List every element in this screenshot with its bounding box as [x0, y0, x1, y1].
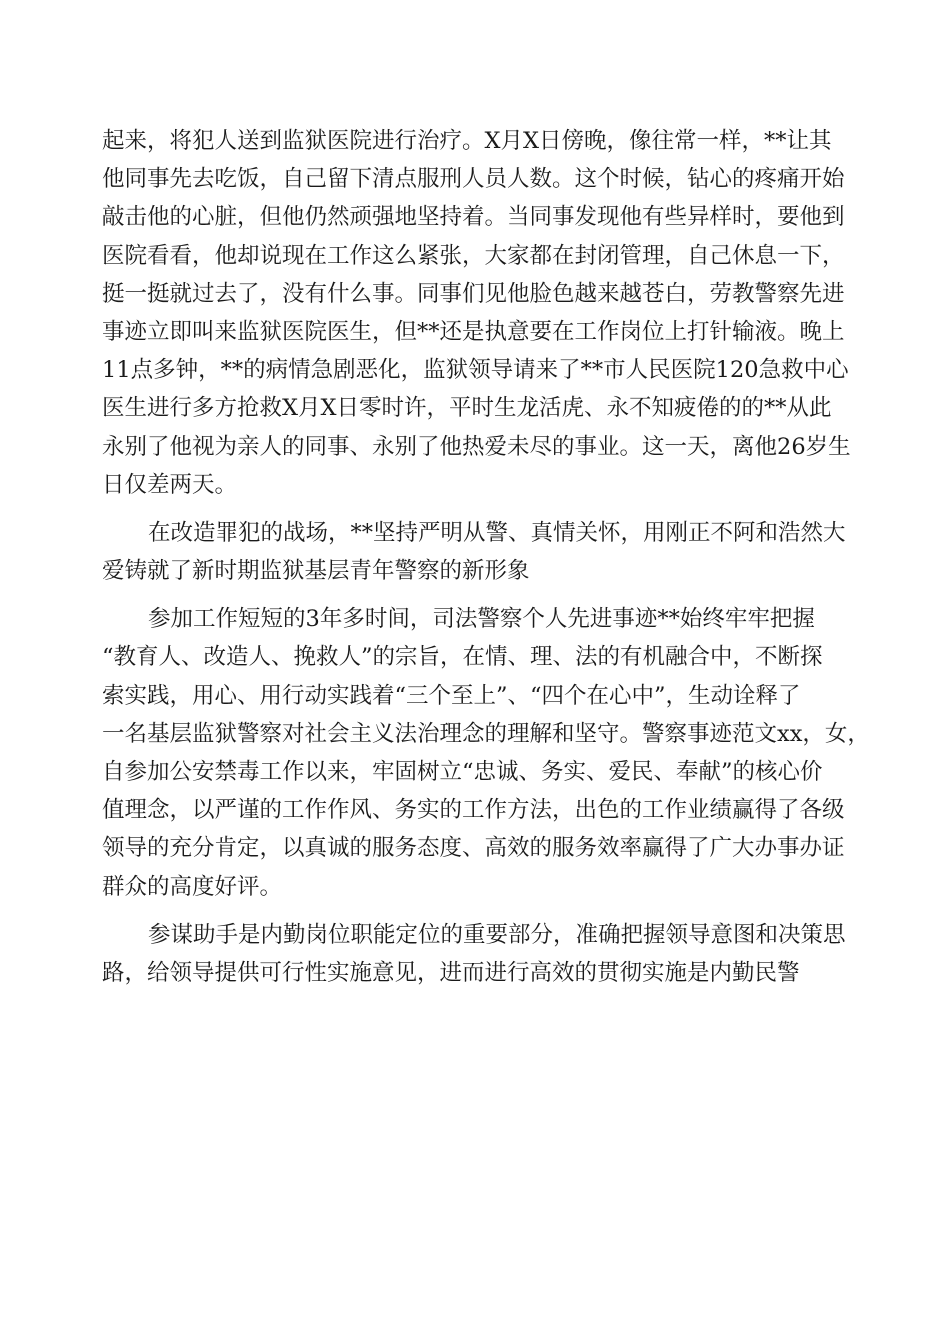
text-line: 自参加公安禁毒工作以来，牢固树立“忠诚、务实、爱民、奉献”的核心价 — [102, 759, 823, 785]
text-line: 事迹立即叫来监狱医院医生，但**还是执意要在工作岗位上打针输液。晚上 — [102, 318, 845, 345]
text-line: 医院看看，他却说现在工作这么紧张，大家都在封闭管理，自己休息一下， — [102, 242, 845, 269]
paragraph — [102, 600, 870, 906]
text-line: 参加工作短短的3年多时间，司法警察个人先进事迹**始终牢牢把握 — [148, 606, 815, 633]
text-line: 参谋助手是内勤岗位职能定位的重要部分，准确把握领导意图和决策思 — [148, 921, 846, 948]
text-line: 爱铸就了新时期监狱基层青年警察的新形象 — [102, 558, 530, 585]
text-line: 路，给领导提供可行性实施意见，进而进行高效的贯彻实施是内勤民警 — [102, 959, 800, 986]
text-line: 值理念，以严谨的工作作风、务实的工作方法，出色的工作业绩赢得了各级 — [102, 797, 845, 824]
text-line: “教育人、改造人、挽救人”的宗旨，在情、理、法的有机融合中，不断探 — [102, 644, 823, 671]
text-line: 日仅差两天。 — [102, 471, 238, 498]
text-line: 群众的高度好评。 — [102, 873, 283, 900]
text-line: 一名基层监狱警察对社会主义法治理念的理解和坚守。警察事迹范文xx，女， — [102, 720, 870, 747]
paragraph-gap — [102, 504, 862, 514]
paragraph — [102, 122, 862, 504]
text-line: 敲击他的心脏，但他仍然顽强地坚持着。当同事发现他有些异样时，要他到 — [102, 204, 845, 231]
text-line: 他同事先去吃饭，自己留下清点服刑人员人数。这个时候，钻心的疼痛开始 — [102, 166, 845, 193]
paragraph-gap — [102, 590, 862, 600]
text-line: 挺一挺就过去了，没有什么事。同事们见他脸色越来越苍白，劳教警察先进 — [102, 280, 845, 307]
text-line: 永别了他视为亲人的同事、永别了他热爱未尽的事业。这一天，离他26岁生 — [102, 433, 851, 460]
document-body — [102, 122, 870, 992]
text-line: 索实践，用心、用行动实践着“三个至上”、“四个在心中”，生动诠释了 — [102, 682, 801, 709]
paragraph — [102, 916, 862, 992]
paragraph-gap — [102, 906, 862, 916]
paragraph — [102, 514, 862, 590]
text-line: 在改造罪犯的战场，**坚持严明从警、真情关怀，用刚正不阿和浩然大 — [148, 519, 846, 546]
text-line: 11点多钟，**的病情急剧恶化，监狱领导请来了**市人民医院120急救中心 — [102, 357, 849, 384]
text-line: 起来，将犯人送到监狱医院进行治疗。X月X日傍晚，像往常一样，**让其 — [102, 128, 832, 154]
text-line: 领导的充分肯定，以真诚的服务态度、高效的服务效率赢得了广大办事办证 — [102, 835, 845, 862]
text-line: 医生进行多方抢救X月X日零时许，平时生龙活虎、永不知疲倦的的**从此 — [102, 395, 832, 422]
